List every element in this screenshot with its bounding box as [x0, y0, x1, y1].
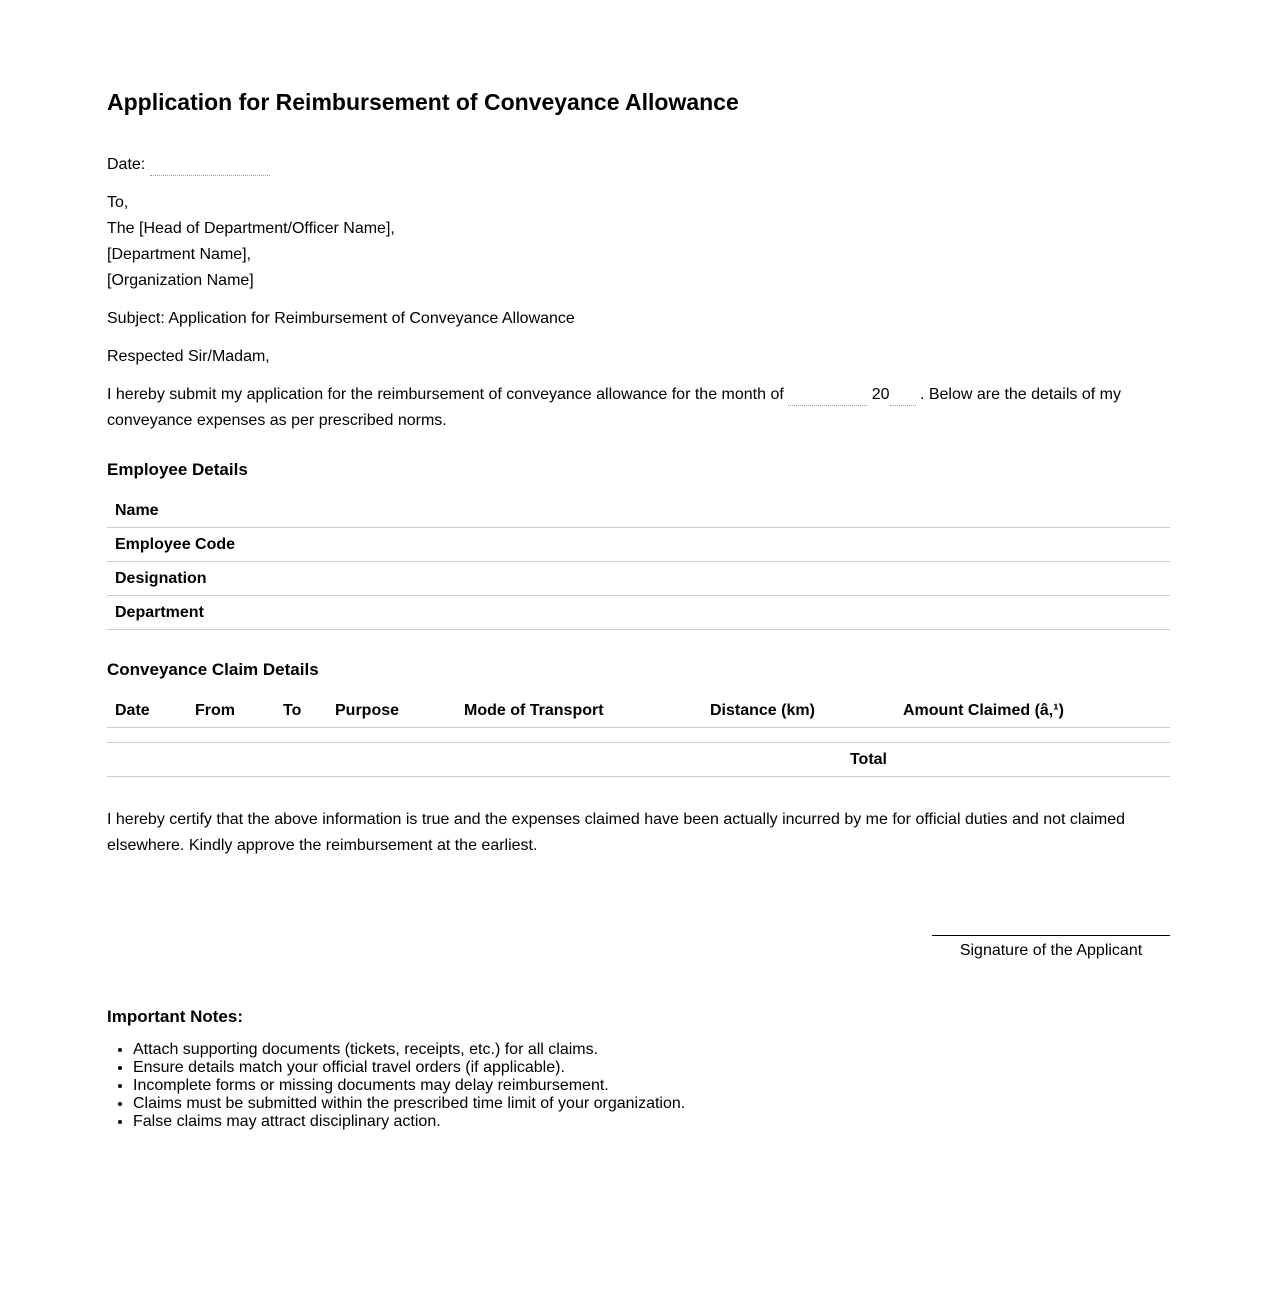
recipient-line: The [Head of Department/Officer Name],	[107, 220, 395, 237]
claim-details-heading: Conveyance Claim Details	[107, 660, 319, 679]
list-item: • Claims must be submitted within the prescribed time limit of your organization.	[133, 1095, 1170, 1113]
recipient-line: [Organization Name]	[107, 272, 254, 289]
salutation: Respected Sir/Madam,	[107, 348, 270, 365]
employee-details-heading: Employee Details	[107, 460, 248, 479]
date-line	[107, 152, 1170, 178]
claim-header-row	[107, 694, 1170, 728]
employee-field-value	[323, 494, 1170, 528]
table-row	[107, 562, 1170, 596]
table-row	[107, 596, 1170, 630]
claim-cell	[895, 728, 1170, 743]
certification-paragraph: I hereby certify that the above information is true and the expenses claimed have been actually incurred by me for official duties and not claimed elsewhere. Kindly approve the reimbursement at the earliest.	[107, 811, 1126, 854]
important-notes-list	[107, 1041, 1170, 1131]
claim-cell	[702, 728, 895, 743]
employee-field-label: Designation	[115, 570, 207, 587]
employee-field-value	[323, 596, 1170, 630]
recipient-block	[107, 190, 1170, 294]
claim-cell	[107, 743, 187, 777]
intro-text-before-blank: I hereby submit my application for the reimbursement of conveyance allowance for the month of	[107, 386, 784, 403]
important-notes-heading: Important Notes:	[107, 1007, 243, 1026]
claim-empty-row	[107, 728, 1170, 743]
employee-field-label: Name	[115, 502, 159, 519]
employee-field-label: Employee Code	[115, 536, 236, 553]
total-amount-cell	[895, 743, 1170, 777]
column-header: Amount Claimed (â‚¹)	[903, 702, 1064, 719]
year-blank-field	[890, 385, 916, 406]
signature-block	[932, 935, 1170, 961]
employee-field-label: Department	[115, 604, 204, 621]
recipient-line: To,	[107, 194, 129, 211]
claim-cell	[456, 743, 702, 777]
column-header: Date	[115, 702, 150, 719]
date-label: Date:	[107, 156, 146, 173]
table-row	[107, 494, 1170, 528]
column-header: To	[283, 702, 302, 719]
employee-field-value	[323, 562, 1170, 596]
employee-details-table	[107, 494, 1170, 630]
total-label: Total	[849, 751, 887, 768]
subject-line: Subject: Application for Reimbursement of Conveyance Allowance	[107, 310, 575, 327]
claim-cell	[327, 728, 456, 743]
intro-text-after-blank: . Below are the details of my conveyance expenses as per prescribed norms.	[107, 386, 1121, 429]
column-header: Distance (km)	[710, 702, 815, 719]
employee-field-value	[323, 528, 1170, 562]
claim-cell	[107, 728, 187, 743]
year-prefix: 20	[871, 386, 890, 403]
column-header: From	[195, 702, 235, 719]
claim-details-table	[107, 694, 1170, 777]
claim-cell	[456, 728, 702, 743]
claim-cell	[275, 728, 327, 743]
claim-cell	[187, 743, 275, 777]
list-item: • Ensure details match your official travel orders (if applicable).	[133, 1059, 1170, 1077]
column-header: Purpose	[335, 702, 400, 719]
intro-paragraph	[107, 382, 1170, 434]
date-blank-field	[150, 155, 270, 176]
claim-total-row	[107, 743, 1170, 777]
recipient-line: [Department Name],	[107, 246, 252, 263]
month-blank-field	[788, 385, 867, 406]
table-row	[107, 528, 1170, 562]
column-header: Mode of Transport	[464, 702, 604, 719]
claim-cell	[327, 743, 456, 777]
list-item: • Attach supporting documents (tickets, receipts, etc.) for all claims.	[133, 1041, 1170, 1059]
list-item: • False claims may attract disciplinary action.	[133, 1113, 1170, 1131]
claim-cell	[275, 743, 327, 777]
signature-caption: Signature of the Applicant	[959, 942, 1143, 959]
page-title: Application for Reimbursement of Conveyance Allowance	[107, 89, 739, 115]
list-item: • Incomplete forms or missing documents may delay reimbursement.	[133, 1077, 1170, 1095]
claim-cell	[187, 728, 275, 743]
